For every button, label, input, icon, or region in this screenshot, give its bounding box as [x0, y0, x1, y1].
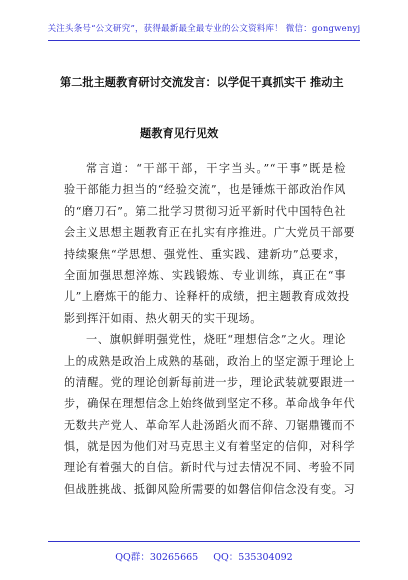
- text-line: 步，确保在理想信念上始终做到坚定不移。革命战争年代: [64, 397, 356, 411]
- text-line: 但战胜挑战、抵御风险所需要的如磐信仰信念没有变。习: [64, 482, 356, 496]
- text-line: 儿”上磨炼干的能力、诠释杆的成绩，把主题教育成效投: [64, 290, 350, 304]
- document-title-line-2: 题教育见行见效: [140, 127, 219, 140]
- header-notice: 关注头条号“公文研究”，获得最新最全最专业的公文资料库！ 微信：gongwenyj: [47, 24, 361, 34]
- document-body: [64, 158, 356, 500]
- header-divider: [48, 40, 360, 41]
- text-line: 理论有着强大的自信。新时代与过去情况不同、考验不同: [64, 461, 356, 475]
- footer-divider: [48, 541, 360, 542]
- text-line: 的清醒。党的理论创新每前进一步，理论武装就要跟进一: [64, 375, 356, 389]
- text-line: 会主义思想主题教育正在扎实有序推进。广大党员干部要: [64, 226, 356, 240]
- footer-qq: QQ：535304092: [213, 552, 293, 563]
- text-line: 惧，就是因为他们对马克思主义有着坚定的信仰，对科学: [64, 440, 356, 454]
- text-line: 上的成熟是政治上成熟的基础，政治上的坚定源于理论上: [64, 354, 356, 368]
- text-line: 常言道：“干部干部，干字当头。”“干事”既是检: [86, 162, 346, 175]
- paragraph-section-one: [64, 329, 356, 500]
- text-line: 一、旗帜鲜明强党性，烧旺“理想信念”之火。理论: [86, 333, 346, 347]
- text-line: 持续聚焦“学思想、强党性、重实践、建新功”总要求，: [64, 247, 346, 261]
- footer-qq-group: QQ群：30265665: [115, 552, 199, 563]
- text-line: 全面加强思想淬炼、实践锻炼、专业训练，真正在“事: [64, 268, 346, 282]
- paragraph-intro: [64, 158, 356, 329]
- text-line: 影到挥汗如雨、热火朝天的实干现场。: [64, 311, 262, 325]
- footer-contact: [0, 549, 408, 563]
- document-title-line-1: 第二批主题教育研讨交流发言：以学促干真抓实干 推动主: [60, 76, 344, 89]
- text-line: 无数共产党人、革命军人赴汤蹈火而不辞、刀锯鼎镬而不: [64, 418, 356, 432]
- text-line: 的“磨刀石”。第二批学习贯彻习近平新时代中国特色社: [64, 204, 346, 218]
- text-line: 验干部能力担当的“经验交流”，也是锤炼干部政治作风: [64, 183, 346, 197]
